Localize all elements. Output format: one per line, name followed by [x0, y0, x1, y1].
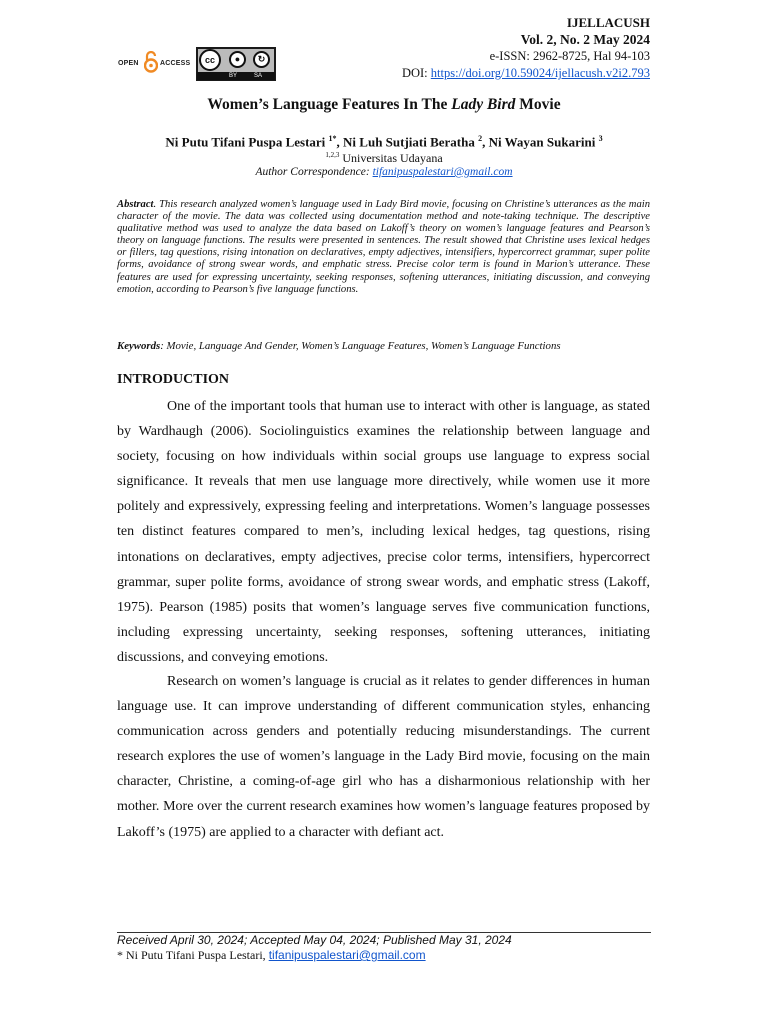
title-prefix: Women’s Language Features In The — [207, 96, 452, 113]
author-3-sup: 3 — [598, 134, 603, 143]
author-1-sup: 1* — [328, 134, 337, 143]
footer-author-mark: * Ni Putu Tifani Puspa Lestari, — [117, 948, 269, 962]
cc-by-label: BY — [229, 73, 238, 79]
author-1: Ni Putu Tifani Puspa Lestari — [165, 134, 329, 150]
footer-dates: Received April 30, 2024; Accepted May 04, 2024; Published May 31, 2024 — [117, 933, 512, 947]
cc-icon: cc — [199, 49, 221, 71]
author-3: , Ni Wayan Sukarini — [482, 134, 599, 150]
correspondence-label: Author Correspondence: — [255, 166, 373, 178]
footer-author-note — [117, 948, 426, 963]
open-lock-icon — [144, 51, 158, 73]
section-heading-introduction: INTRODUCTION — [117, 372, 230, 387]
share-alike-icon: ↻ — [253, 51, 270, 68]
intro-paragraph-1: One of the important tools that human use to interact with other is language, as stated by Wardhaugh (2006). Sociolinguistics examines the relationship between language and society, focusing on how individuals within social groups use language to express social significance. It reveals that men use language more directively, while women use it more politely and expressively, expressing feeling and interpretations. Women’s language possesses ten distinct features compared to men’s, including lexical hedges, tag questions, rising intonations on declaratives, empty adjectives, precise color terms, intensifiers, hypercorrect grammar, super polite forms, avoidance of strong swear words, and emphatic stress (Lakoff, 1975). Pearson (1985) posits that women’s language serves five communication functions, including expressing uncertainty, seeking responses, softening utterances, initiating discussions, and conveying emotions. — [117, 399, 650, 665]
keywords-text: : Movie, Language And Gender, Women’s Language Features, Women’s Language Functions — [160, 340, 561, 352]
abstract-label: Abstract — [117, 199, 154, 210]
affiliation-sup: 1,2,3 — [325, 151, 340, 159]
open-access-label-left: OPEN — [118, 60, 139, 67]
journal-volume: Vol. 2, No. 2 May 2024 — [520, 32, 650, 47]
journal-name: IJELLACUSH — [566, 15, 650, 30]
correspondence-email-link[interactable]: tifanipuspalestari@gmail.com — [372, 166, 513, 178]
affiliation — [0, 151, 768, 166]
intro-paragraph-2: Research on women’s language is crucial as it relates to gender differences in human language use. It can improve understanding of different communication styles, enhancing communication across genders and potentially reducing misunderstandings. The current research explores the use of women’s language in the Lady Bird movie, focusing on the main character, Christine, a coming-of-age girl who has a disharmonious relationship with her mother. More over the current research examines how women’s language features proposed by Lakoff’s (1975) are applied to a character with defiant act. — [117, 674, 650, 840]
author-correspondence — [0, 166, 768, 178]
doi-link[interactable]: https://doi.org/10.59024/ijellacush.v2i2.793 — [430, 66, 650, 80]
journal-info — [402, 14, 650, 82]
abstract-text: . This research analyzed women’s language used in Lady Bird movie, focusing on Christine’s utterances as the main character of the movie. The data was collected using documentation method and note-taking technique. The descriptive qualitative method was used to analyze the data based on Lakoff’s theory on women’s language features and Pearson’s theory on language functions. The results were presented in sentences. The result showed that Christine uses lexical hedges or fillers, tag questions, rising intonation on declaratives, empty adjectives, intensifiers, hypercorrect grammar, super polite forms, avoidance of strong swear words, and emphatic stress. Precise color term is found in Marion’s utterance. These features are used for expressing uncertainty, seeking responses, softening utterances, initiating discussion, and conveying emotion, according to Pearson’s five language functions. — [117, 199, 650, 295]
keywords-label: Keywords — [117, 340, 161, 352]
cc-badge-footer — [197, 72, 275, 80]
attribution-person-icon: ● — [229, 51, 246, 68]
title-suffix: Movie — [515, 96, 561, 113]
author-list — [0, 134, 768, 150]
author-2: , Ni Luh Sutjiati Beratha — [336, 134, 479, 150]
keywords — [117, 340, 650, 352]
cc-sa-label: SA — [254, 73, 263, 79]
title-italic: Lady Bird — [451, 96, 516, 113]
journal-doi — [402, 65, 650, 82]
abstract — [117, 199, 650, 296]
open-access-label-right: ACCESS — [160, 60, 191, 67]
open-access-logo — [116, 49, 194, 81]
journal-issn: e-ISSN: 2962-8725, Hal 94-103 — [489, 49, 650, 63]
doi-label: DOI: — [401, 66, 431, 80]
author-2-sup: 2 — [478, 134, 483, 143]
affiliation-name: Universitas Udayana — [339, 151, 443, 165]
cc-license-badge[interactable] — [196, 47, 276, 81]
article-title — [0, 96, 768, 114]
footer-author-email-link[interactable]: tifanipuspalestari@gmail.com — [268, 948, 426, 962]
